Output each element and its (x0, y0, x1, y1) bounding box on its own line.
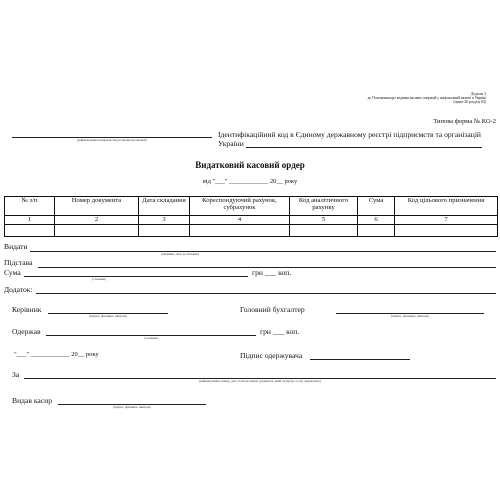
appendix-note (290, 92, 486, 105)
column-number: 6 (358, 216, 395, 225)
kerivnyk-label: Керівник (12, 305, 42, 314)
appendix-line: до Положення про ведення касових операцій у національній валюті в Україні (367, 96, 486, 101)
table-cell[interactable] (358, 225, 395, 237)
date-line[interactable]: від "___" ____________ 20__ року (202, 178, 298, 185)
table-cell[interactable] (190, 225, 290, 237)
column-number: 2 (55, 216, 139, 225)
table-cell[interactable] (55, 225, 139, 237)
director-caption: (підпис, прізвище, ініціали) (89, 314, 127, 318)
dodatok-label: Додаток: (4, 285, 33, 294)
amount-caption: (словами) (92, 277, 106, 281)
column-number: 5 (290, 216, 358, 225)
table-cell[interactable] (5, 225, 55, 237)
receipt-date[interactable]: "___" ____________ 20__ року (14, 351, 99, 358)
appendix-line: Додаток 3 (470, 92, 486, 96)
column-number: 4 (190, 216, 290, 225)
amount-field[interactable] (24, 276, 248, 277)
id-code-label-cont: України (218, 139, 244, 148)
table-row[interactable] (5, 225, 498, 237)
column-header: Код аналітичного рахунку (290, 197, 358, 216)
column-number: 7 (395, 216, 498, 225)
pidpys-label: Підпис одержувача (240, 351, 303, 360)
received-caption: (словами) (144, 336, 158, 340)
appendix-line: (пункт 26 розділу ІІІ) (453, 100, 486, 105)
form-type: Типова форма № КО-2 (433, 118, 496, 125)
column-number-row (5, 216, 498, 225)
oderzhav-label: Одержав (12, 327, 41, 336)
amount-currency: грн ___ коп. (252, 268, 292, 277)
table-header-row (5, 197, 498, 216)
buhgalter-label: Головний бухгалтер (240, 305, 305, 314)
pidstava-label: Підстава (4, 258, 33, 267)
recipient-signature-field[interactable] (310, 359, 410, 360)
column-header: Кореспондуючий рахунок, субрахунок (190, 197, 290, 216)
order-table (4, 196, 498, 237)
column-number: 3 (139, 216, 190, 225)
received-currency: грн ___ коп. (260, 327, 300, 336)
suma-label: Сума (4, 268, 21, 277)
table-cell[interactable] (139, 225, 190, 237)
cashier-caption: (підпис, прізвище, ініціали) (113, 405, 151, 409)
recipient-field[interactable] (30, 251, 496, 252)
recipient-caption: (прізвище, ім'я, по батькові) (160, 252, 200, 256)
column-header: Дата складання (139, 197, 190, 216)
vydaty-label: Видати (4, 242, 28, 251)
kasyr-label: Видав касир (12, 396, 53, 405)
id-code-field[interactable] (246, 147, 482, 148)
table-cell[interactable] (290, 225, 358, 237)
document-title: Видатковий касовий ордер (195, 160, 305, 170)
accountant-caption: (підпис, прізвище, ініціали) (391, 314, 429, 318)
table-cell[interactable] (395, 225, 498, 237)
column-header: Код цільового призначення (395, 197, 498, 216)
column-number: 1 (5, 216, 55, 225)
organization-caption: (найменування підприємства/установи/організації) (77, 138, 147, 142)
attachment-field[interactable] (36, 293, 496, 294)
id-document-caption: (найменування, номер, дата та місце видачі документа, який засвідчує особу одержувача) (199, 379, 321, 383)
id-code-label: Ідентифікаційний код в Єдиному державному реєстрі підприємств та організацій (218, 130, 481, 139)
column-header: № з/п (5, 197, 55, 216)
za-label: За (12, 370, 20, 379)
column-header: Номер документа (55, 197, 139, 216)
column-header: Сума (358, 197, 395, 216)
